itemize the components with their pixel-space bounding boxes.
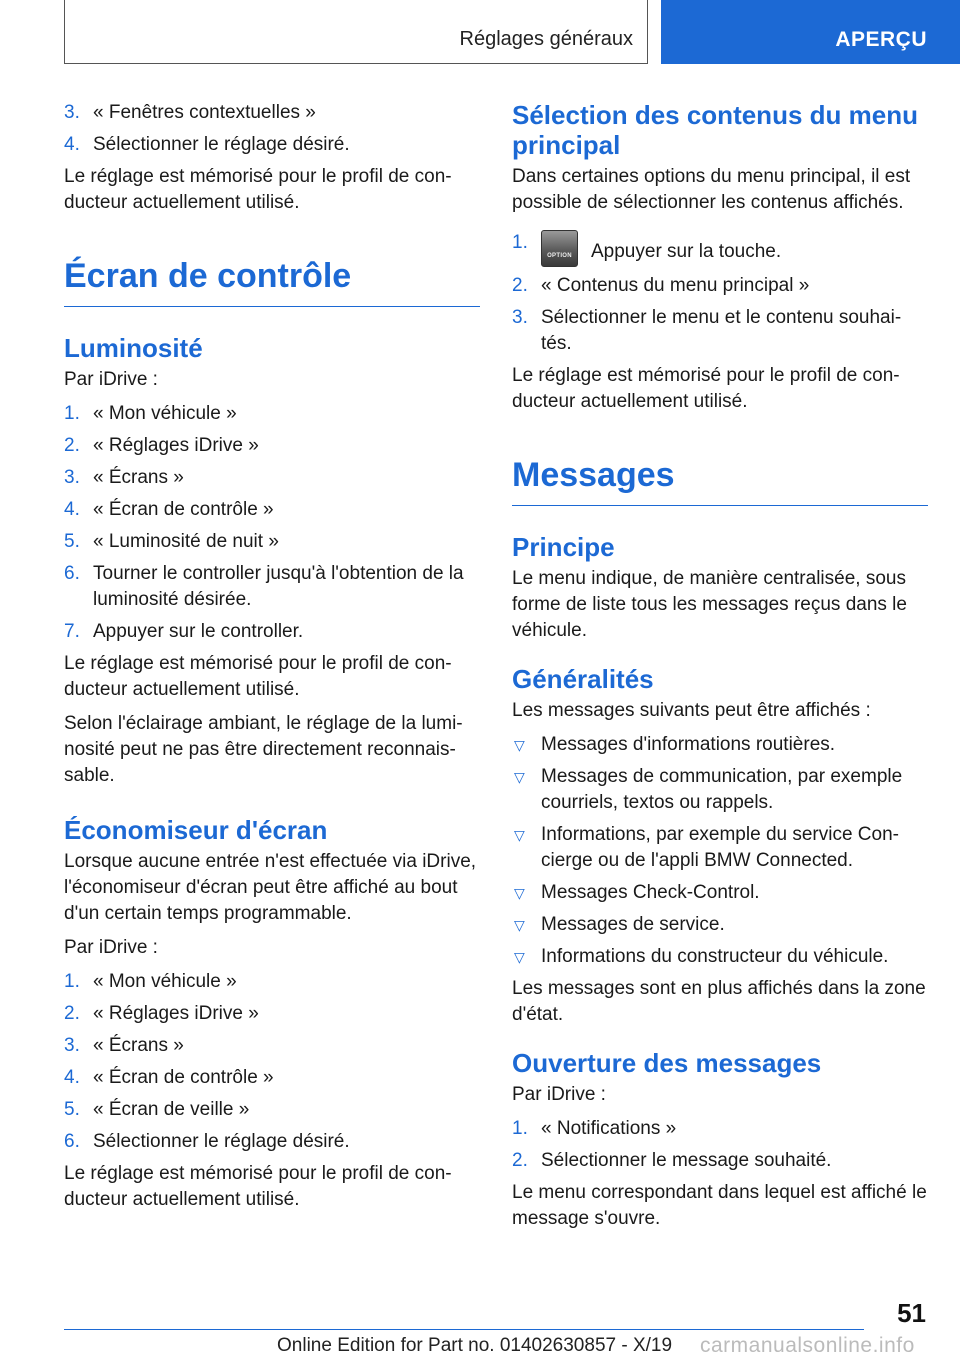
gen-bullets (512, 732, 928, 970)
list-item (64, 969, 480, 995)
intro-note: Le réglage est mémorisé pour le profil de con‐ ducteur actuellement utilisé. (64, 166, 452, 213)
list-item (64, 132, 480, 158)
heading-economiseur: Économiseur d'écran (64, 815, 328, 845)
list-item (512, 822, 928, 874)
heading-generalites: Généralités (512, 664, 654, 694)
list-item (512, 1148, 928, 1174)
step-number: 6. (64, 563, 80, 584)
list-item (512, 1116, 928, 1142)
list-item (64, 1001, 480, 1027)
step-text: Sélectionner le menu et le contenu souhai‐ tés. (541, 307, 902, 354)
sel-note: Le réglage est mémorisé pour le profil de con‐ ducteur actuellement utilisé. (512, 365, 900, 412)
list-item (64, 619, 480, 645)
lum-par-idrive: Par iDrive : (64, 369, 158, 390)
sel-steps (512, 230, 928, 357)
list-item (512, 912, 928, 938)
step-number: 5. (64, 531, 80, 552)
list-item (64, 100, 480, 126)
section-title: Réglages généraux (459, 28, 633, 50)
bullet-text: Messages de service. (541, 914, 725, 935)
bullet-text: Messages de communication, par exemple courriels, textos ou rappels. (541, 766, 903, 813)
heading-selection-contenus: Sélection des contenus du menu principal (512, 100, 918, 160)
step-text: « Écran de contrôle » (93, 499, 274, 520)
heading-ouverture-messages: Ouverture des messages (512, 1048, 822, 1078)
list-item (64, 529, 480, 555)
open-par-idrive: Par iDrive : (512, 1084, 606, 1105)
eco-description: Lorsque aucune entrée n'est effectuée via iDrive, l'économiseur d'écran peut être affiché au bout d'un certain temps programmable. (64, 851, 477, 924)
triangle-bullet-icon: ▽ (514, 949, 525, 965)
principe-description: Le menu indique, de manière centralisée, sous forme de liste tous les messages reçus dans le véhicule. (512, 568, 907, 641)
eco-note: Le réglage est mémorisé pour le profil de con‐ ducteur actuellement utilisé. (64, 1163, 452, 1210)
list-item (512, 732, 928, 758)
step-number: 1. (512, 232, 528, 253)
page-number: 51 (897, 1298, 926, 1328)
triangle-bullet-icon: ▽ (514, 737, 525, 753)
open-steps (512, 1116, 928, 1174)
eco-steps (64, 969, 480, 1155)
overview-tab[interactable] (661, 0, 960, 64)
intro-steps (64, 100, 480, 158)
step-text: « Écran de contrôle » (93, 1067, 274, 1088)
footer-divider (64, 1329, 864, 1330)
list-item (64, 1065, 480, 1091)
step-text: « Mon véhicule » (93, 403, 237, 424)
open-note: Le menu correspondant dans lequel est affiché le message s'ouvre. (512, 1182, 927, 1229)
step-text: Sélectionner le message souhaité. (541, 1150, 832, 1171)
overview-tab-label: APERÇU (835, 28, 927, 51)
watermark: carmanualsonline.info (700, 1334, 915, 1357)
step-number: 3. (64, 102, 80, 123)
list-item (64, 561, 480, 613)
list-item (64, 1033, 480, 1059)
step-number: 6. (64, 1131, 80, 1152)
step-number: 1. (64, 971, 80, 992)
heading-ecran-de-controle: Écran de contrôle (64, 256, 480, 307)
step-number: 4. (64, 499, 80, 520)
list-item (512, 944, 928, 970)
heading-luminosite: Luminosité (64, 333, 203, 363)
option-button-icon (541, 230, 578, 267)
step-text: Appuyer sur la touche. (591, 241, 782, 262)
step-number: 1. (512, 1118, 528, 1139)
heading-principe: Principe (512, 532, 615, 562)
section-title-box (64, 0, 648, 64)
list-item (512, 880, 928, 906)
step-text: « Luminosité de nuit » (93, 531, 279, 552)
gen-description: Les messages suivants peut être affichés : (512, 700, 871, 721)
list-item (64, 1129, 480, 1155)
option-button-caption: OPTION (547, 253, 572, 259)
step-text: « Réglages iDrive » (93, 435, 259, 456)
list-item (512, 764, 928, 816)
list-item (512, 305, 928, 357)
step-number: 5. (64, 1099, 80, 1120)
list-item (64, 433, 480, 459)
sel-description: Dans certaines options du menu principal, il est possible de sélectionner les contenus affichés. (512, 166, 911, 213)
triangle-bullet-icon: ▽ (514, 769, 525, 785)
step-number: 3. (64, 467, 80, 488)
step-number: 2. (512, 275, 528, 296)
list-item (64, 401, 480, 427)
heading-messages: Messages (512, 455, 928, 506)
bullet-text: Messages d'informations routières. (541, 734, 836, 755)
step-text: « Contenus du menu principal » (541, 275, 810, 296)
step-number: 1. (64, 403, 80, 424)
gen-note: Les messages sont en plus affichés dans la zone d'état. (512, 978, 926, 1025)
list-item (512, 273, 928, 299)
right-column (512, 100, 928, 1240)
lum-note-2: Selon l'éclairage ambiant, le réglage de la lumi‐ nosité peut ne pas être directement reconnais‐ sable. (64, 713, 463, 786)
step-number: 2. (64, 435, 80, 456)
step-text: « Réglages iDrive » (93, 1003, 259, 1024)
triangle-bullet-icon: ▽ (514, 827, 525, 843)
triangle-bullet-icon: ▽ (514, 917, 525, 933)
step-text: « Mon véhicule » (93, 971, 237, 992)
step-text: « Écrans » (93, 1035, 184, 1056)
triangle-bullet-icon: ▽ (514, 885, 525, 901)
left-column (64, 100, 480, 1221)
step-number: 4. (64, 1067, 80, 1088)
step-text: Sélectionner le réglage désiré. (93, 1131, 350, 1152)
lum-steps (64, 401, 480, 645)
list-item (64, 497, 480, 523)
step-number: 2. (512, 1150, 528, 1171)
list-item (64, 1097, 480, 1123)
bullet-text: Informations du constructeur du véhicule. (541, 946, 889, 967)
bullet-text: Messages Check-Control. (541, 882, 760, 903)
lum-note-1: Le réglage est mémorisé pour le profil de con‐ ducteur actuellement utilisé. (64, 653, 452, 700)
step-text: « Fenêtres contextuelles » (93, 102, 316, 123)
step-text: « Écran de veille » (93, 1099, 250, 1120)
list-item (64, 465, 480, 491)
step-number: 4. (64, 134, 80, 155)
step-number: 7. (64, 621, 80, 642)
page-header (0, 0, 960, 66)
step-text: « Notifications » (541, 1118, 677, 1139)
step-text: « Écrans » (93, 467, 184, 488)
step-text: Tourner le controller jusqu'à l'obtention de la luminosité désirée. (93, 563, 464, 610)
list-item (512, 230, 928, 267)
edition-text: Online Edition for Part no. 01402630857 - X/19 (277, 1335, 673, 1356)
step-text: Appuyer sur le controller. (93, 621, 304, 642)
bullet-text: Informations, par exemple du service Con‐ cierge ou de l'appli BMW Connected. (541, 824, 899, 871)
eco-par-idrive: Par iDrive : (64, 937, 158, 958)
step-number: 3. (512, 307, 528, 328)
step-number: 3. (64, 1035, 80, 1056)
step-text: Sélectionner le réglage désiré. (93, 134, 350, 155)
step-number: 2. (64, 1003, 80, 1024)
